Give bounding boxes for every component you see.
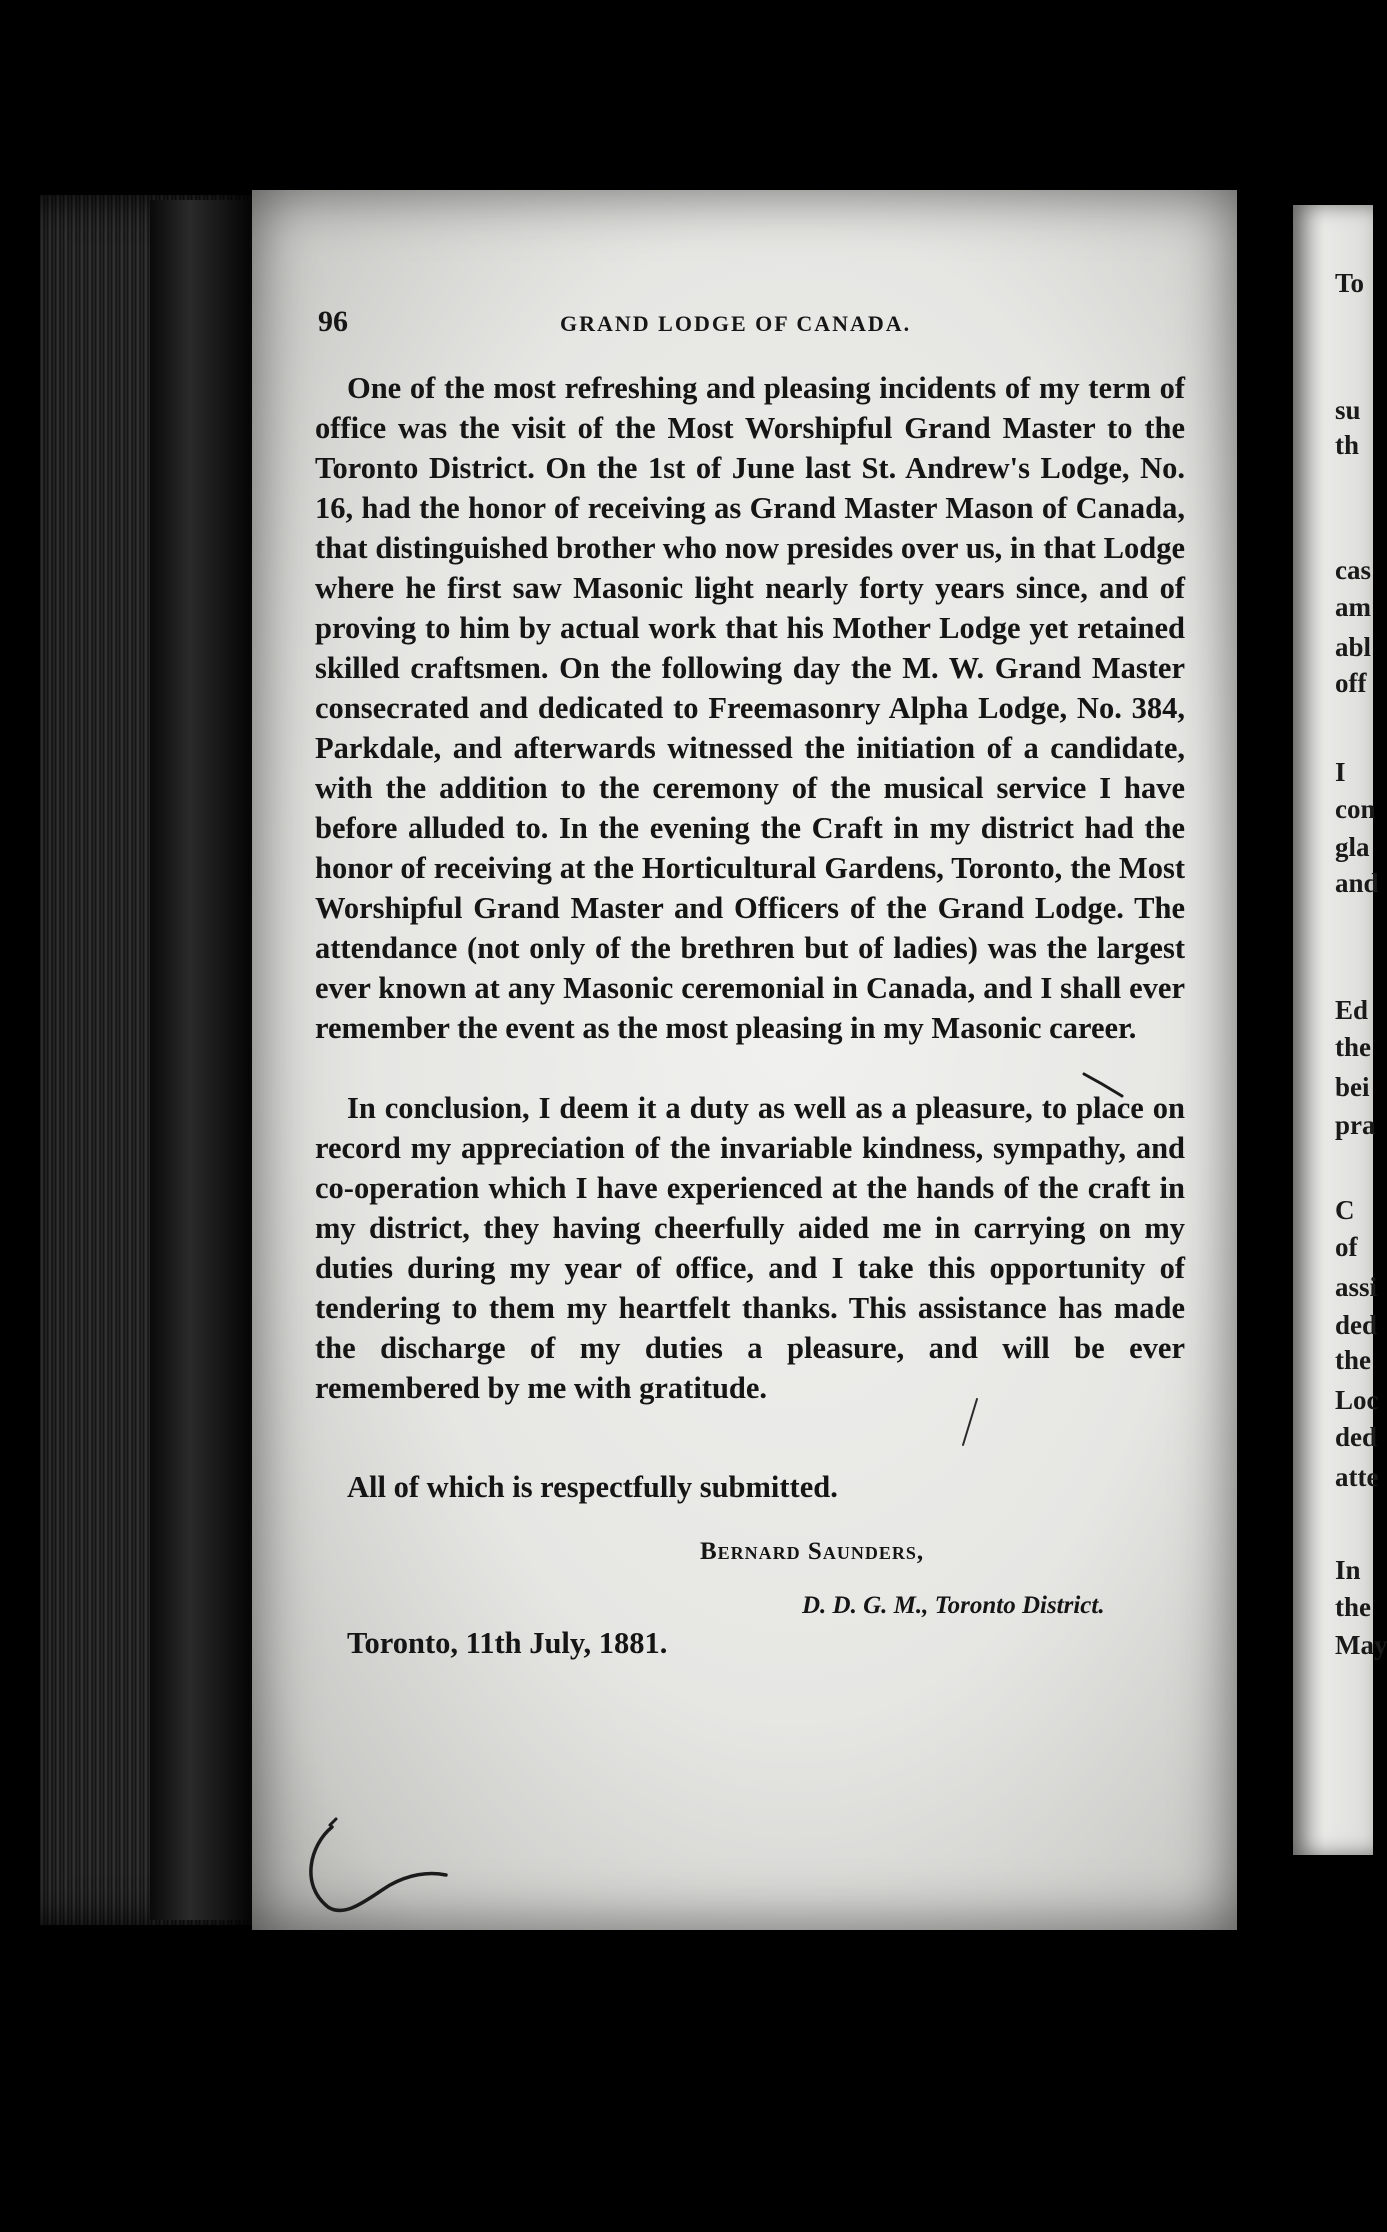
adjacent-page-text-fragment: off <box>1335 668 1367 698</box>
pen-scribble-mark <box>300 1815 460 1925</box>
adjacent-page-text-fragment: In <box>1335 1555 1361 1585</box>
adjacent-page-text-fragment: cas <box>1335 555 1371 585</box>
adjacent-page-text-fragment: pra <box>1335 1110 1376 1140</box>
pen-slash-mark <box>955 1395 985 1450</box>
adjacent-page-text-fragment: To <box>1335 268 1365 298</box>
adjacent-page-text-fragment: gla <box>1335 832 1370 862</box>
adjacent-page-text-fragment: ded <box>1335 1310 1378 1340</box>
adjacent-page-text-fragment: con <box>1335 794 1376 824</box>
adjacent-page-text-fragment: Loc <box>1335 1385 1379 1415</box>
signer-name: Bernard Saunders, <box>700 1538 925 1565</box>
report-body <box>315 368 1185 1408</box>
adjacent-page-text-fragment: ded <box>1335 1422 1378 1452</box>
adjacent-page-text-fragment: the <box>1335 1032 1371 1062</box>
adjacent-page-text-fragment: C <box>1335 1195 1355 1225</box>
signer-title: D. D. G. M., Toronto District. <box>802 1592 1105 1619</box>
adjacent-page-text-fragment: am <box>1335 592 1371 622</box>
paragraph-visit: One of the most refreshing and pleasing incidents of my term of office was the visit of the Most Worshipful Grand Master to the Toronto District. On the 1st of June last St. Andrew's Lodge, No. 16, had the honor of receiving as Grand Master Mason of Canada, that distinguished brother who now presides over us, in that Lodge where he first saw Masonic light nearly forty years since, and of proving to him by actual work that his Mother Lodge yet retained skilled craftsmen. On the following day the M. W. Grand Master consecrated and dedicated to Freemasonry Alpha Lodge, No. 384, Parkdale, and afterwards witnessed the initiation of a candidate, with the addition to the ceremony of the musical service I have before alluded to. In the evening the Craft in my district had the honor of receiving at the Horticultural Gardens, Toronto, the Most Worshipful Grand Master and Officers of the Grand Lodge. The attendance (not only of the brethren but of ladies) was the largest ever known at any Masonic ceremonial in Canada, and I shall ever remember the event as the most pleasing in my Masonic career. <box>315 371 1185 1045</box>
running-title: GRAND LODGE OF CANADA. <box>560 311 912 336</box>
adjacent-page-text-fragment: and <box>1335 868 1379 898</box>
adjacent-page-text-fragment: of <box>1335 1232 1358 1262</box>
pen-tick-mark <box>1082 1070 1126 1100</box>
adjacent-page-text-fragment: assi <box>1335 1272 1378 1302</box>
adjacent-page-text-fragment: su <box>1335 395 1361 425</box>
adjacent-page-text-fragment: the <box>1335 1345 1371 1375</box>
adjacent-page-text-fragment: May <box>1335 1630 1387 1660</box>
closing-line: All of which is respectfully submitted. <box>347 1470 838 1504</box>
adjacent-page-fragment <box>1293 205 1387 1855</box>
adjacent-page-text-fragment: abl <box>1335 632 1372 662</box>
adjacent-page-text-fragment: th <box>1335 430 1360 460</box>
adjacent-page-text-fragment: Ed <box>1335 995 1369 1025</box>
place-date: Toronto, 11th July, 1881. <box>347 1626 668 1660</box>
page-header <box>318 305 1198 345</box>
adjacent-page-text-fragment: the <box>1335 1592 1371 1622</box>
page-number: 96 <box>318 305 348 338</box>
adjacent-page-text-fragment: I <box>1335 757 1346 787</box>
book-gutter-shadow <box>150 200 250 1920</box>
paragraph-conclusion: In conclusion, I deem it a duty as well as a pleasure, to place on record my appreciation of the invariable kindness, sympathy, and co-operation which I have experienced at the hands of the craft in my district, they having cheerfully aided me in carrying on my duties during my year of office, and I take this opportunity of tendering to them my heartfelt thanks. This assistance has made the discharge of my duties a pleasure, and will be ever remembered by me with gratitude. <box>315 1091 1185 1405</box>
adjacent-page-text-fragment: atte <box>1335 1462 1379 1492</box>
adjacent-page-text-fragment: bei <box>1335 1072 1370 1102</box>
